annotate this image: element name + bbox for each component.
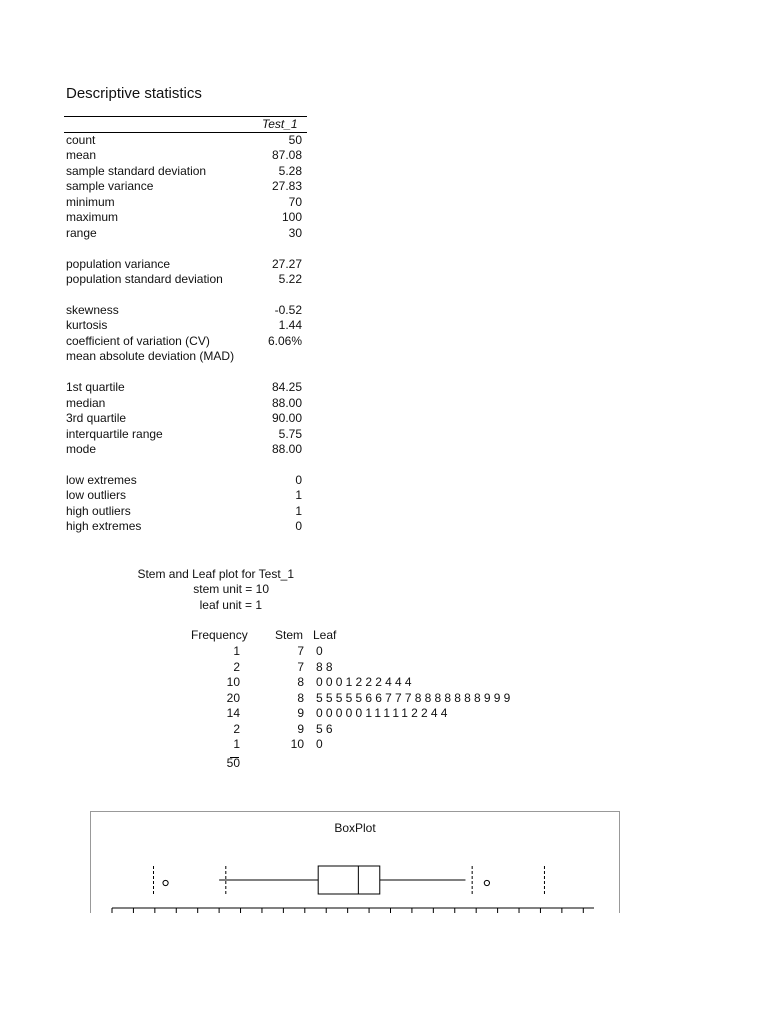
stat-label: interquartile range [66,427,163,441]
stat-value: 5.75 [278,427,302,441]
stat-label: count [66,133,96,147]
stat-value: 50 [288,133,302,147]
stem-leaf-stem: 10 [290,737,304,751]
stem-leaf-stem: 9 [297,706,304,720]
stat-row [66,210,302,225]
stat-value: 0 [295,519,302,533]
stat-row [66,226,302,241]
leaf-unit: leaf unit = 1 [199,598,262,612]
stat-value: 84.25 [271,380,302,394]
stem-leaf-leaf: 0 [316,644,326,658]
stat-label: low extremes [66,473,137,487]
boxplot-panel [90,811,620,913]
stat-row [66,380,302,395]
stat-label: 3rd quartile [66,411,127,425]
stat-label: high outliers [66,504,131,518]
stat-value: 5.28 [278,164,302,178]
stem-leaf-frequency: 14 [226,706,240,720]
stat-row [66,349,302,364]
outlier-point [163,880,168,885]
iqr-box [318,866,380,894]
outlier-point [484,880,489,885]
stat-label: population standard deviation [66,272,223,286]
stat-label: low outliers [66,488,127,502]
stem-leaf-leaf: 88 [316,659,336,674]
stat-value: -0.52 [274,303,302,317]
stem-leaf-title [137,567,294,581]
stat-row [66,442,302,457]
stat-row [66,318,302,333]
stem-leaf-leaf: 56 [316,721,336,736]
stat-row [66,272,302,287]
stat-row [66,427,302,442]
stat-row [66,148,302,163]
stat-label: maximum [66,210,119,224]
stem-leaf-frequency: 2 [233,659,240,674]
stat-value: 87.08 [271,148,302,162]
stat-value: 1 [295,504,302,518]
stem-leaf-stem: 7 [297,659,304,674]
stat-row [66,179,302,194]
stem-leaf-frequency: 1 [233,644,240,658]
stat-value: 6.06% [267,334,302,348]
stat-row [66,164,302,179]
stem-leaf-stem: 8 [297,675,304,689]
stat-value: 5.22 [278,272,302,286]
stat-value: 88.00 [271,396,302,410]
stem-leaf-leaf: 0 [316,737,326,751]
stat-row [66,473,302,488]
stat-row [66,257,302,272]
stat-value: 70 [288,195,302,209]
stem-unit: stem unit = 10 [193,582,269,596]
stat-value: 27.83 [271,179,302,193]
stat-value: 100 [281,210,302,224]
stat-label: minimum [66,195,115,209]
stat-label: mean absolute deviation (MAD) [66,349,235,363]
stat-value: 88.00 [271,442,302,456]
stat-label: coefficient of variation (CV) [66,334,210,348]
stem-leaf-frequency: 1 [233,737,240,751]
stat-row [66,133,302,148]
column-header: Test_1 [262,117,298,131]
stat-value: 1.44 [278,318,302,332]
leaf-header: Leaf [313,628,337,642]
stat-value: 1 [295,488,302,502]
stem-leaf-leaf: 0001222444 [316,675,415,689]
stat-row [66,488,302,503]
stat-row [66,334,302,349]
stem-leaf-title-text: Stem and Leaf plot for [137,567,256,581]
stat-label: 1st quartile [66,380,125,394]
stem-leaf-frequency: 2 [233,721,240,736]
frequency-total: 50 [226,756,240,770]
stat-label: high extremes [66,519,142,533]
stat-label: kurtosis [66,318,108,332]
stat-label: sample variance [66,179,154,193]
frequency-header: Frequency [191,628,248,642]
stat-value: 90.00 [271,411,302,425]
stat-row [66,396,302,411]
stat-row [66,504,302,519]
stat-label: sample standard deviation [66,164,207,178]
stat-row [66,411,302,426]
stem-leaf-stem: 8 [297,690,304,705]
boxplot-title: BoxPlot [334,821,376,835]
stat-value: 30 [288,226,302,240]
stat-row [66,519,302,534]
stat-row [66,195,302,210]
stat-label: range [66,226,97,240]
stem-leaf-stem: 9 [297,721,304,736]
stem-header: Stem [275,628,304,642]
stat-label: mean [66,148,97,162]
boxplot-chart [91,812,619,913]
stem-leaf-frequency: 10 [226,675,240,689]
stat-value: 27.27 [271,257,302,271]
stat-label: population variance [66,257,171,271]
stem-leaf-leaf: 55555667778888888999 [316,690,514,705]
stem-leaf-leaf: 00000111112244 [316,706,451,720]
page-title: Descriptive statistics [66,85,202,102]
stem-leaf-stem: 7 [297,644,304,658]
stat-label: median [66,396,106,410]
stat-label: mode [66,442,97,456]
stat-value: 0 [295,473,302,487]
stat-row [66,303,302,318]
stem-leaf-variable: Test_1 [258,567,294,581]
stat-label: skewness [66,303,119,317]
stem-leaf-frequency: 20 [226,690,240,705]
